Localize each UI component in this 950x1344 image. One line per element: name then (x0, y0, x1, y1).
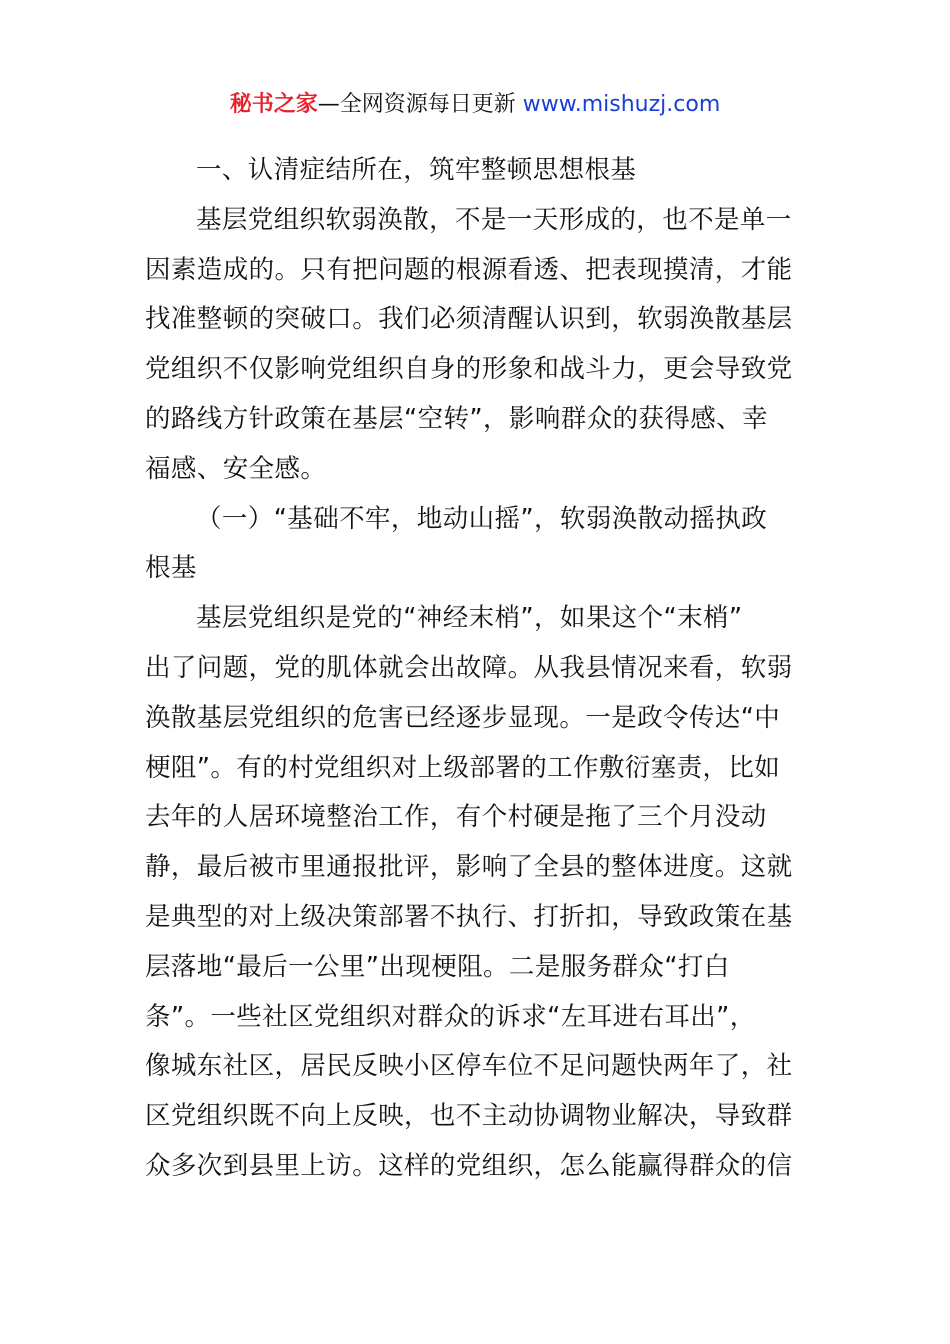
text-line: 的路线方针政策在基层“空转”，影响群众的获得感、幸 (145, 403, 768, 434)
page-header (0, 88, 950, 122)
website-link[interactable]: www.mishuzj.com (522, 92, 721, 117)
text-line: 根基 (145, 553, 197, 584)
text-line: 众多次到县里上访。这样的党组织，怎么能赢得群众的信 (145, 1150, 793, 1181)
text-line: 基层党组织软弱涣散，不是一天形成的，也不是单一 (196, 204, 792, 235)
text-line: 找准整顿的突破口。我们必须清醒认识到，软弱涣散基层 (145, 304, 793, 335)
text-line: 一、认清症结所在，筑牢整顿思想根基 (196, 155, 637, 185)
text-line: 是典型的对上级决策部署不执行、打折扣，导致政策在基 (145, 901, 793, 932)
document-body (145, 146, 807, 1192)
text-line: 条”。一些社区党组织对群众的诉求“左耳进右耳出”， (145, 1001, 756, 1032)
text-line: 因素造成的。只有把问题的根源看透、把表现摸清，才能 (145, 254, 793, 285)
text-line: （一）“基础不牢，地动山摇”，软弱涣散动摇执政 (196, 503, 768, 534)
text-line: 出了问题，党的肌体就会出故障。从我县情况来看，软弱 (145, 652, 793, 683)
text-line: 福感、安全感。 (145, 453, 327, 484)
text-line: 像城东社区，居民反映小区停车位不足问题快两年了，社 (145, 1051, 793, 1082)
text-line: 党组织不仅影响党组织自身的形象和战斗力，更会导致党 (145, 354, 793, 385)
text-line: 梗阻”。有的村党组织对上级部署的工作敷衍塞责，比如 (145, 752, 781, 783)
text-line: 涣散基层党组织的危害已经逐步显现。一是政令传达“中 (145, 702, 781, 733)
text-line: 区党组织既不向上反映，也不主动协调物业解决，导致群 (145, 1101, 793, 1132)
text-line: 静，最后被市里通报批评，影响了全县的整体进度。这就 (145, 852, 793, 883)
text-line: 基层党组织是党的“神经末梢”，如果这个“末梢” (196, 603, 743, 634)
brand-name: 秘书之家 (229, 92, 318, 117)
header-tagline: —全网资源每日更新 (317, 92, 523, 117)
text-line: 去年的人居环境整治工作，有个村硬是拖了三个月没动 (145, 802, 767, 833)
text-line: 层落地“最后一公里”出现梗阻。二是服务群众“打白 (145, 951, 730, 982)
